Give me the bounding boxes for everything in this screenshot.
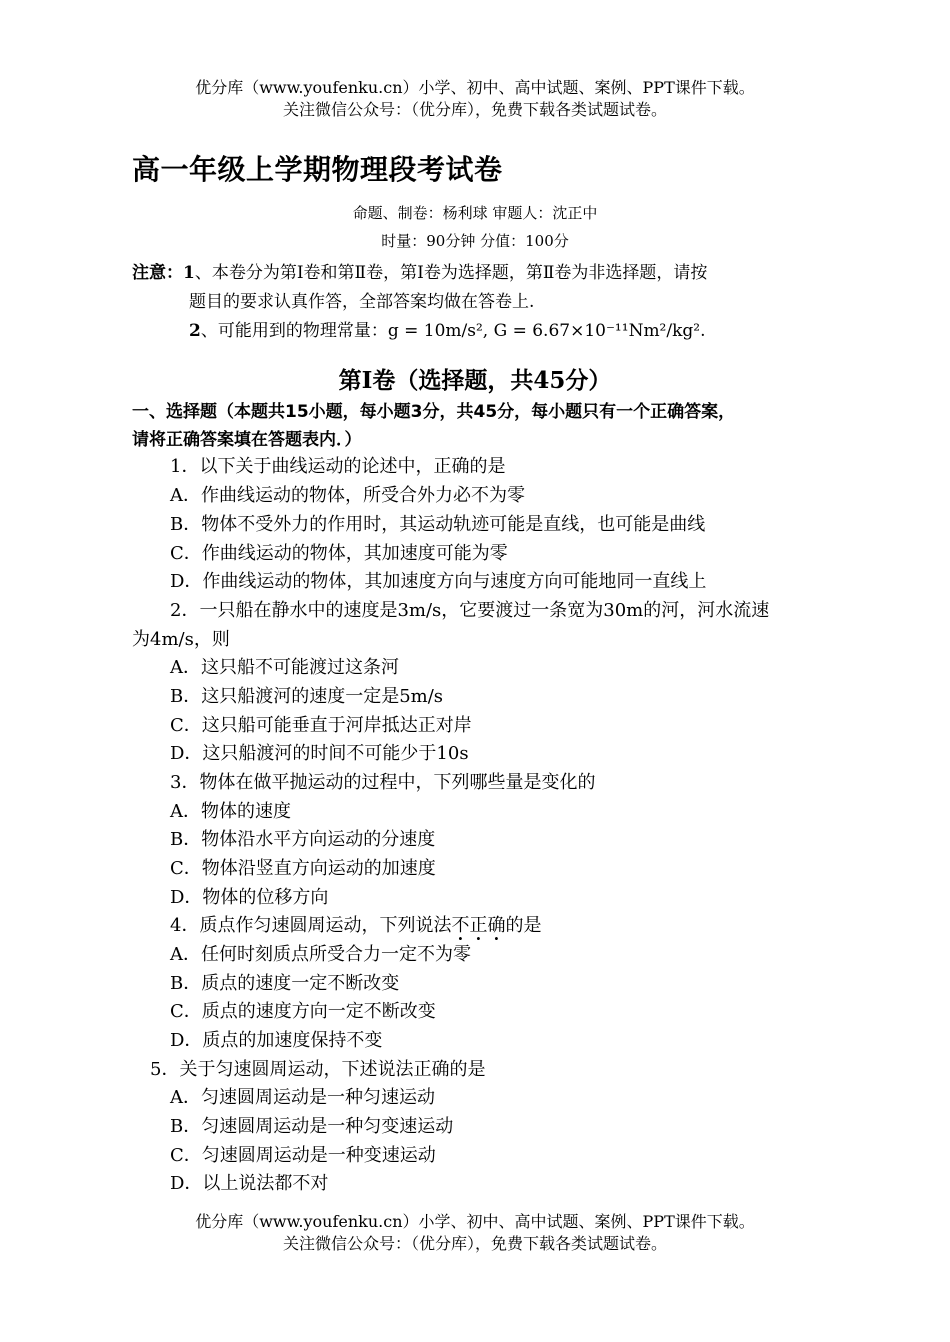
question-4-stem — [170, 911, 541, 937]
question-3-option-c: C．物体沿竖直方向运动的加速度 — [170, 858, 436, 879]
question-3-option-a: A．物体的速度 — [170, 801, 291, 822]
question-2-stem-continued: 为4m/s，则 — [132, 629, 230, 650]
question-1-stem: 1．以下关于曲线运动的论述中，正确的是 — [170, 456, 506, 477]
question-3-option-d: D．物体的位移方向 — [170, 887, 329, 908]
emphasis-char: 不 — [451, 915, 470, 936]
note-1-number: 1 — [183, 263, 195, 283]
question-4-option-d: D．质点的加速度保持不变 — [170, 1030, 383, 1051]
question-1-option-a: A．作曲线运动的物体，所受合外力必不为零 — [170, 485, 525, 506]
question-4-stem-start: 4．质点作匀速圆周运动，下列说法 — [170, 915, 452, 936]
section-intro-line-1: 一、选择题（本题共15小题，每小题3分，共45分，每小题只有一个正确答案， — [132, 402, 736, 422]
question-5-stem: 5．关于匀速圆周运动，下述说法正确的是 — [150, 1059, 486, 1080]
question-2-option-a: A．这只船不可能渡过这条河 — [170, 657, 399, 678]
footer-line-1: 优分库（www.youfenku.cn）小学、初中、高中试题、案例、PPT课件下载。 — [195, 1212, 755, 1231]
note-1-text: 、本卷分为第Ⅰ卷和第Ⅱ卷，第Ⅰ卷为选择题，第Ⅱ卷为非选择题，请按 — [194, 263, 708, 283]
question-4-option-b: B．质点的速度一定不断改变 — [170, 973, 400, 994]
question-3-option-b: B．物体沿水平方向运动的分速度 — [170, 829, 436, 850]
note-2-text: 、可能用到的物理常量：g = 10m/s², G = 6.67×10⁻¹¹Nm²/kg². — [200, 321, 706, 341]
note-label: 注意： — [132, 263, 183, 283]
note-1-continued: 题目的要求认真作答，全部答案均做在答卷上. — [189, 292, 535, 312]
header-line-1: 优分库（www.youfenku.cn）小学、初中、高中试题、案例、PPT课件下载。 — [195, 78, 755, 97]
question-5-option-a: A．匀速圆周运动是一种匀速运动 — [170, 1087, 435, 1108]
authors-line: 命题、制卷：杨利球 审题人：沈正中 — [352, 204, 598, 222]
note-1 — [132, 258, 707, 283]
question-2-option-c: C．这只船可能垂直于河岸抵达正对岸 — [170, 715, 472, 736]
note-2-number: 2 — [189, 321, 201, 341]
section-intro-line-2: 请将正确答案填在答题表内．） — [132, 430, 362, 450]
header-line-2: 关注微信公众号：（优分库），免费下载各类试题试卷。 — [282, 100, 667, 119]
question-2-option-d: D．这只船渡河的时间不可能少于10s — [170, 743, 469, 764]
emphasis-char: 确 — [487, 915, 506, 936]
question-5-option-c: C．匀速圆周运动是一种变速运动 — [170, 1145, 436, 1166]
note-2 — [189, 316, 706, 341]
question-4-option-c: C．质点的速度方向一定不断改变 — [170, 1001, 436, 1022]
footer-line-2: 关注微信公众号：（优分库），免费下载各类试题试卷。 — [282, 1234, 667, 1253]
question-2-option-b: B．这只船渡河的速度一定是5m/s — [170, 686, 444, 707]
question-5-option-d: D．以上说法都不对 — [170, 1173, 329, 1194]
question-5-option-b: B．匀速圆周运动是一种匀变速运动 — [170, 1116, 454, 1137]
time-score-line: 时量：90分钟 分值：100分 — [381, 232, 569, 250]
question-1-option-c: C．作曲线运动的物体，其加速度可能为零 — [170, 543, 508, 564]
page-title: 高一年级上学期物理段考试卷 — [132, 153, 503, 186]
section-title: 第Ⅰ卷（选择题，共45分） — [338, 367, 612, 394]
question-4-stem-end: 的是 — [505, 915, 542, 936]
emphasis-char: 正 — [469, 915, 488, 936]
question-4-option-a: A．任何时刻质点所受合力一定不为零 — [170, 944, 471, 965]
question-1-option-d: D．作曲线运动的物体，其加速度方向与速度方向可能地同一直线上 — [170, 571, 707, 592]
question-1-option-b: B．物体不受外力的作用时，其运动轨迹可能是直线，也可能是曲线 — [170, 514, 706, 535]
question-2-stem: 2．一只船在静水中的速度是3m/s，它要渡过一条宽为30m的河，河水流速 — [170, 600, 770, 621]
question-3-stem: 3．物体在做平抛运动的过程中，下列哪些量是变化的 — [170, 772, 596, 793]
